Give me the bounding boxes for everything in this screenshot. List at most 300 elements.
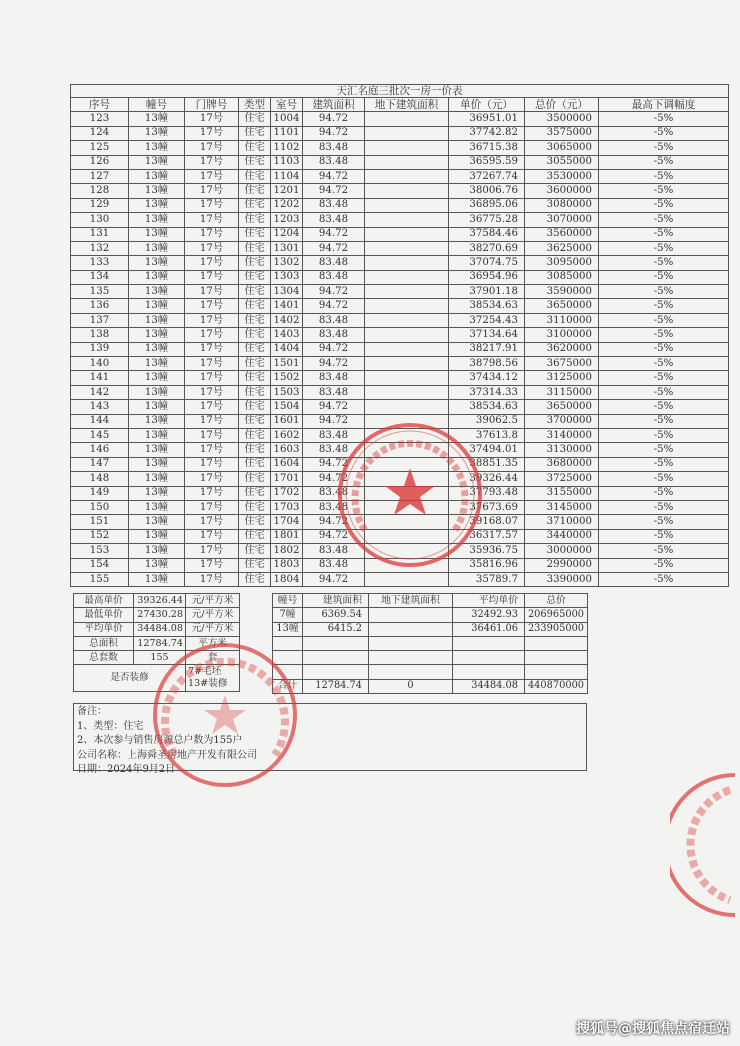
- table-cell: 1104: [271, 169, 303, 183]
- table-cell: 83.48: [303, 558, 365, 572]
- table-cell: 38851.35: [449, 457, 525, 471]
- table-cell: 住宅: [239, 241, 271, 255]
- table-cell: 3145000: [525, 500, 599, 514]
- table-cell: 38217.91: [449, 342, 525, 356]
- table-cell: 3725000: [525, 472, 599, 486]
- table-cell: 3140000: [525, 428, 599, 442]
- table-cell: 83.48: [303, 213, 365, 227]
- table-cell: 17号: [185, 342, 239, 356]
- table-cell: 83.48: [303, 486, 365, 500]
- table-cell: 1404: [271, 342, 303, 356]
- summary-cell: 建筑面积: [303, 594, 369, 608]
- table-cell: 住宅: [239, 428, 271, 442]
- table-cell: 94.72: [303, 515, 365, 529]
- table-cell: 13幢: [129, 400, 185, 414]
- summary-cell: [303, 665, 369, 679]
- table-cell: 住宅: [239, 371, 271, 385]
- summary-cell: 440870000: [525, 679, 588, 693]
- table-row: [71, 184, 729, 198]
- table-cell: [365, 313, 449, 327]
- table-cell: 35936.75: [449, 544, 525, 558]
- table-cell: -5%: [599, 500, 729, 514]
- table-cell: -5%: [599, 544, 729, 558]
- table-cell: 住宅: [239, 443, 271, 457]
- table-cell: 3650000: [525, 299, 599, 313]
- table-cell: 17号: [185, 472, 239, 486]
- summary-cell: [369, 636, 453, 650]
- table-cell: 17号: [185, 328, 239, 342]
- table-cell: 37673.69: [449, 500, 525, 514]
- table-cell: 1004: [271, 112, 303, 126]
- table-cell: 3110000: [525, 313, 599, 327]
- table-cell: [365, 572, 449, 586]
- table-cell: 住宅: [239, 342, 271, 356]
- table-cell: 148: [71, 472, 129, 486]
- watermark-text: 搜狐号@搜狐焦点宿迁站: [576, 1021, 730, 1037]
- table-row: [71, 213, 729, 227]
- summary-header-row: [273, 594, 588, 608]
- col-header: 地下建筑面积: [365, 98, 449, 112]
- table-row: [71, 112, 729, 126]
- table-cell: 94.72: [303, 184, 365, 198]
- table-cell: 1603: [271, 443, 303, 457]
- table-cell: 83.48: [303, 198, 365, 212]
- table-cell: -5%: [599, 357, 729, 371]
- table-cell: 13幢: [129, 241, 185, 255]
- table-cell: -5%: [599, 472, 729, 486]
- notes-box: [73, 703, 587, 775]
- table-row: [71, 126, 729, 140]
- summary-total-row: [273, 679, 588, 693]
- table-cell: 94.72: [303, 457, 365, 471]
- summary-cell: [369, 622, 453, 636]
- summary-blank-row: [273, 665, 588, 679]
- table-cell: 36775.28: [449, 213, 525, 227]
- notes-line: 2、本次参与销售房源总户数为155户: [77, 735, 243, 746]
- table-cell: 1801: [271, 529, 303, 543]
- table-cell: 124: [71, 126, 129, 140]
- table-cell: 142: [71, 385, 129, 399]
- notes-line: 1、类型：住宅: [77, 720, 144, 732]
- col-header: 最高下调幅度: [599, 98, 729, 112]
- table-cell: 94.72: [303, 112, 365, 126]
- table-row: [71, 256, 729, 270]
- table-cell: 13幢: [129, 155, 185, 169]
- table-cell: 13幢: [129, 428, 185, 442]
- col-header: 门牌号: [185, 98, 239, 112]
- table-cell: 3055000: [525, 155, 599, 169]
- table-cell: [365, 198, 449, 212]
- table-cell: 3620000: [525, 342, 599, 356]
- total-units-label: 总套数: [74, 651, 134, 665]
- table-cell: 住宅: [239, 500, 271, 514]
- table-cell: 17号: [185, 141, 239, 155]
- col-header: 幢号: [129, 98, 185, 112]
- table-cell: -5%: [599, 112, 729, 126]
- table-cell: -5%: [599, 558, 729, 572]
- summary-cell: 13幢: [273, 622, 303, 636]
- table-row: [71, 299, 729, 313]
- table-cell: 3130000: [525, 443, 599, 457]
- summary-blank-row: [273, 636, 588, 650]
- decor-line-7: 7#毛坯: [188, 666, 222, 678]
- table-cell: 17号: [185, 270, 239, 284]
- table-cell: 13幢: [129, 357, 185, 371]
- avg-price-label: 平均单价: [74, 622, 134, 636]
- summary-cell: [453, 665, 525, 679]
- summary-cell: 233905000: [525, 622, 588, 636]
- table-row: [71, 198, 729, 212]
- table-cell: [365, 184, 449, 198]
- decor-line-13: 13#装修: [188, 678, 228, 690]
- table-cell: [365, 285, 449, 299]
- table-cell: [365, 342, 449, 356]
- summary-cell: 总价: [525, 594, 588, 608]
- table-cell: -5%: [599, 241, 729, 255]
- table-cell: 13幢: [129, 558, 185, 572]
- table-cell: 17号: [185, 155, 239, 169]
- table-cell: 1103: [271, 155, 303, 169]
- table-cell: 125: [71, 141, 129, 155]
- notes-title: 备注：: [77, 706, 107, 717]
- min-price-value: 27430.28: [134, 608, 186, 622]
- table-cell: 3590000: [525, 285, 599, 299]
- table-cell: 37314.33: [449, 385, 525, 399]
- summary-cell: 34484.08: [453, 679, 525, 693]
- max-price-value: 39326.44: [134, 594, 186, 608]
- table-cell: 39168.07: [449, 515, 525, 529]
- total-area-unit: 平方米: [186, 636, 240, 650]
- table-row: [71, 371, 729, 385]
- table-row: [71, 486, 729, 500]
- table-cell: 13幢: [129, 486, 185, 500]
- table-cell: -5%: [599, 515, 729, 529]
- table-cell: 123: [71, 112, 129, 126]
- summary-cell: 平均单价: [453, 594, 525, 608]
- table-cell: 住宅: [239, 141, 271, 155]
- table-cell: 155: [71, 572, 129, 586]
- table-cell: 13幢: [129, 385, 185, 399]
- table-cell: 3500000: [525, 112, 599, 126]
- table-cell: -5%: [599, 529, 729, 543]
- summary-cell: [453, 636, 525, 650]
- decor-label: 是否装修: [74, 665, 186, 692]
- table-cell: 1303: [271, 270, 303, 284]
- table-cell: -5%: [599, 342, 729, 356]
- table-cell: 17号: [185, 515, 239, 529]
- table-cell: 住宅: [239, 184, 271, 198]
- table-row: [71, 500, 729, 514]
- table-cell: 126: [71, 155, 129, 169]
- table-cell: 138: [71, 328, 129, 342]
- table-cell: 3065000: [525, 141, 599, 155]
- table-cell: 1802: [271, 544, 303, 558]
- table-cell: 94.72: [303, 126, 365, 140]
- max-price-unit: 元/平方米: [186, 594, 240, 608]
- table-row: [71, 529, 729, 543]
- table-cell: 1701: [271, 472, 303, 486]
- table-cell: 1102: [271, 141, 303, 155]
- table-cell: 住宅: [239, 544, 271, 558]
- table-cell: 13幢: [129, 285, 185, 299]
- table-cell: 住宅: [239, 486, 271, 500]
- summary-cell: [369, 608, 453, 622]
- table-cell: 住宅: [239, 457, 271, 471]
- table-cell: 1702: [271, 486, 303, 500]
- summary-cell: 幢号: [273, 594, 303, 608]
- table-cell: 住宅: [239, 112, 271, 126]
- table-cell: 17号: [185, 213, 239, 227]
- table-row: [71, 472, 729, 486]
- summary-left-table: [73, 593, 240, 692]
- table-cell: 3625000: [525, 241, 599, 255]
- table-cell: 17号: [185, 457, 239, 471]
- table-cell: 37434.12: [449, 371, 525, 385]
- table-cell: 13幢: [129, 213, 185, 227]
- table-cell: 83.48: [303, 155, 365, 169]
- table-cell: -5%: [599, 400, 729, 414]
- table-cell: 36595.59: [449, 155, 525, 169]
- table-cell: 1204: [271, 227, 303, 241]
- table-cell: 36954.96: [449, 270, 525, 284]
- table-cell: 1101: [271, 126, 303, 140]
- table-cell: 83.48: [303, 443, 365, 457]
- summary-cell: 7幢: [273, 608, 303, 622]
- col-header: 单价（元）: [449, 98, 525, 112]
- col-header: 总价（元）: [525, 98, 599, 112]
- table-cell: [365, 155, 449, 169]
- table-cell: 3095000: [525, 256, 599, 270]
- table-cell: -5%: [599, 213, 729, 227]
- min-price-unit: 元/平方米: [186, 608, 240, 622]
- table-cell: 住宅: [239, 515, 271, 529]
- table-cell: -5%: [599, 256, 729, 270]
- table-cell: 38798.56: [449, 357, 525, 371]
- table-cell: 128: [71, 184, 129, 198]
- table-row: [71, 515, 729, 529]
- summary-row: [273, 622, 588, 636]
- table-cell: 38270.69: [449, 241, 525, 255]
- table-cell: 37613.8: [449, 428, 525, 442]
- table-cell: 151: [71, 515, 129, 529]
- table-cell: 94.72: [303, 342, 365, 356]
- table-cell: 13幢: [129, 126, 185, 140]
- table-cell: -5%: [599, 169, 729, 183]
- table-cell: 1501: [271, 357, 303, 371]
- table-cell: 13幢: [129, 184, 185, 198]
- table-row: [71, 227, 729, 241]
- table-cell: 1402: [271, 313, 303, 327]
- table-cell: 131: [71, 227, 129, 241]
- table-cell: -5%: [599, 443, 729, 457]
- table-cell: 149: [71, 486, 129, 500]
- table-cell: 13幢: [129, 313, 185, 327]
- table-cell: 13幢: [129, 227, 185, 241]
- table-cell: 17号: [185, 572, 239, 586]
- summary-cell: [273, 636, 303, 650]
- table-cell: 1201: [271, 184, 303, 198]
- table-cell: 1401: [271, 299, 303, 313]
- col-header: 序号: [71, 98, 129, 112]
- table-cell: 132: [71, 241, 129, 255]
- table-cell: 住宅: [239, 198, 271, 212]
- table-cell: 94.72: [303, 472, 365, 486]
- table-cell: 住宅: [239, 357, 271, 371]
- table-cell: 37267.74: [449, 169, 525, 183]
- table-cell: 83.48: [303, 544, 365, 558]
- table-cell: -5%: [599, 385, 729, 399]
- table-cell: [365, 385, 449, 399]
- table-cell: 3100000: [525, 328, 599, 342]
- table-cell: -5%: [599, 414, 729, 428]
- table-cell: 住宅: [239, 328, 271, 342]
- table-cell: 3000000: [525, 544, 599, 558]
- table-cell: 140: [71, 357, 129, 371]
- table-cell: 住宅: [239, 169, 271, 183]
- summary-cell: [525, 665, 588, 679]
- table-cell: 1403: [271, 328, 303, 342]
- table-cell: 3680000: [525, 457, 599, 471]
- table-cell: 17号: [185, 313, 239, 327]
- table-cell: 住宅: [239, 313, 271, 327]
- table-cell: 3600000: [525, 184, 599, 198]
- table-cell: -5%: [599, 184, 729, 198]
- table-cell: -5%: [599, 270, 729, 284]
- summary-cell: [525, 636, 588, 650]
- table-cell: 13幢: [129, 544, 185, 558]
- col-header: 建筑面积: [303, 98, 365, 112]
- table-cell: 147: [71, 457, 129, 471]
- table-cell: 1804: [271, 572, 303, 586]
- table-cell: 1202: [271, 198, 303, 212]
- table-cell: 37494.01: [449, 443, 525, 457]
- table-cell: [365, 515, 449, 529]
- table-cell: 2990000: [525, 558, 599, 572]
- table-header-row: [71, 98, 729, 112]
- table-cell: 17号: [185, 184, 239, 198]
- table-cell: -5%: [599, 285, 729, 299]
- table-cell: 17号: [185, 544, 239, 558]
- table-cell: 94.72: [303, 357, 365, 371]
- table-cell: 3675000: [525, 357, 599, 371]
- table-cell: 83.48: [303, 428, 365, 442]
- table-row: [71, 428, 729, 442]
- table-cell: 1704: [271, 515, 303, 529]
- table-cell: 130: [71, 213, 129, 227]
- summary-cell: 206965000: [525, 608, 588, 622]
- table-cell: 13幢: [129, 572, 185, 586]
- table-cell: [365, 443, 449, 457]
- table-cell: 94.72: [303, 400, 365, 414]
- table-cell: 94.72: [303, 572, 365, 586]
- table-cell: 145: [71, 428, 129, 442]
- table-cell: 17号: [185, 241, 239, 255]
- table-cell: 137: [71, 313, 129, 327]
- table-cell: 3710000: [525, 515, 599, 529]
- summary-cell: [273, 651, 303, 665]
- table-cell: 3530000: [525, 169, 599, 183]
- table-cell: 17号: [185, 400, 239, 414]
- table-row: [71, 155, 729, 169]
- summary-cell: 12784.74: [303, 679, 369, 693]
- table-cell: -5%: [599, 486, 729, 500]
- table-row: [71, 385, 729, 399]
- table-cell: 1803: [271, 558, 303, 572]
- table-cell: 住宅: [239, 558, 271, 572]
- avg-price-value: 34484.08: [134, 622, 186, 636]
- summary-cell: 36461.06: [453, 622, 525, 636]
- summary-cell: 0: [369, 679, 453, 693]
- table-cell: 13幢: [129, 256, 185, 270]
- company-name: 公司名称：上海舜圣房地产开发有限公司: [77, 749, 257, 761]
- avg-price-unit: 元/平方米: [186, 622, 240, 636]
- table-cell: -5%: [599, 313, 729, 327]
- table-cell: [365, 472, 449, 486]
- table-cell: -5%: [599, 457, 729, 471]
- table-cell: 13幢: [129, 342, 185, 356]
- table-cell: 住宅: [239, 213, 271, 227]
- table-cell: 37584.46: [449, 227, 525, 241]
- col-header: 室号: [271, 98, 303, 112]
- table-cell: 13幢: [129, 443, 185, 457]
- table-cell: 13幢: [129, 472, 185, 486]
- table-cell: [365, 270, 449, 284]
- table-cell: 17号: [185, 428, 239, 442]
- table-row: [71, 357, 729, 371]
- table-cell: 153: [71, 544, 129, 558]
- table-cell: 13幢: [129, 328, 185, 342]
- table-cell: 36317.57: [449, 529, 525, 543]
- table-cell: 13幢: [129, 371, 185, 385]
- table-cell: -5%: [599, 155, 729, 169]
- table-cell: 83.48: [303, 371, 365, 385]
- table-cell: 住宅: [239, 472, 271, 486]
- table-cell: 住宅: [239, 299, 271, 313]
- summary-cell: [303, 636, 369, 650]
- table-cell: 17号: [185, 385, 239, 399]
- table-cell: 129: [71, 198, 129, 212]
- table-cell: 住宅: [239, 126, 271, 140]
- table-cell: 13幢: [129, 457, 185, 471]
- table-cell: 94.72: [303, 529, 365, 543]
- table-cell: 37134.64: [449, 328, 525, 342]
- table-cell: 13幢: [129, 141, 185, 155]
- table-cell: 住宅: [239, 529, 271, 543]
- table-cell: 141: [71, 371, 129, 385]
- table-cell: 17号: [185, 529, 239, 543]
- table-cell: 17号: [185, 227, 239, 241]
- table-cell: 17号: [185, 112, 239, 126]
- table-cell: 3575000: [525, 126, 599, 140]
- table-cell: [365, 357, 449, 371]
- table-cell: 1503: [271, 385, 303, 399]
- summary-cell: 32492.93: [453, 608, 525, 622]
- table-cell: 135: [71, 285, 129, 299]
- table-cell: 3650000: [525, 400, 599, 414]
- table-cell: 住宅: [239, 270, 271, 284]
- table-cell: 13幢: [129, 500, 185, 514]
- summary-cell: 地下建筑面积: [369, 594, 453, 608]
- summary-cell: 6369.54: [303, 608, 369, 622]
- table-cell: 36715.38: [449, 141, 525, 155]
- total-units-unit: 套: [186, 651, 240, 665]
- table-cell: 136: [71, 299, 129, 313]
- table-cell: 3700000: [525, 414, 599, 428]
- table-cell: [365, 169, 449, 183]
- table-cell: 住宅: [239, 385, 271, 399]
- table-row: [71, 285, 729, 299]
- table-row: [71, 572, 729, 586]
